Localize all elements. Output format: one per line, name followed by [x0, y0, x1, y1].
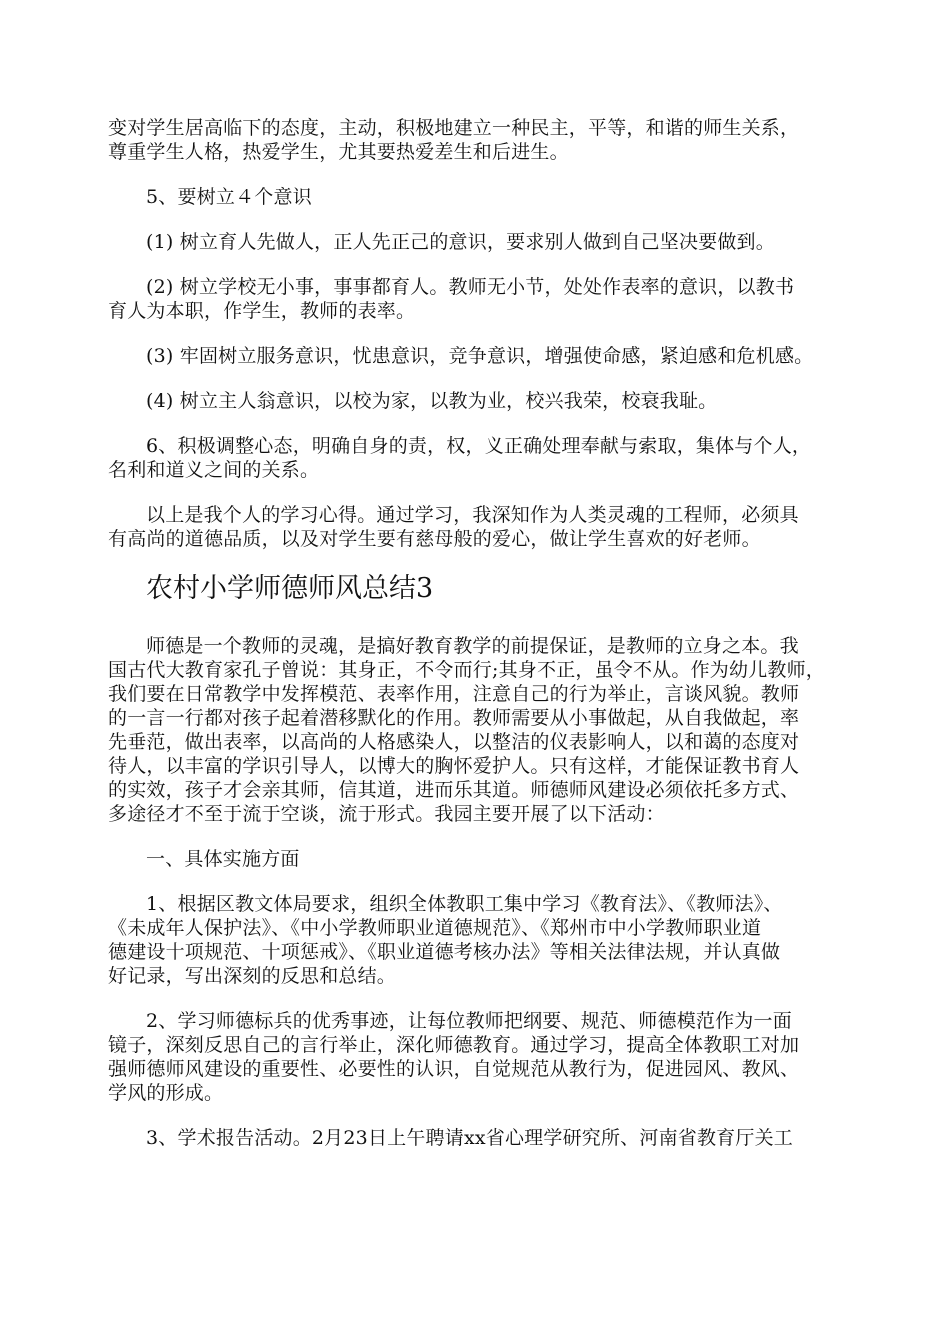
paragraph-line: 3、学术报告活动。2月23日上午聘请xx省心理学研究所、河南省教育厅关工 [146, 1127, 793, 1149]
paragraph-line: 《未成年人保护法》、《中小学教师职业道德规范》、《郑州市中小学教师职业道 [108, 917, 762, 939]
paragraph-line: 一、具体实施方面 [146, 848, 300, 870]
paragraph-line: 德建设十项规范、十项惩戒》、《职业道德考核办法》等相关法律法规，并认真做 [108, 941, 781, 963]
paragraph-line: 的实效，孩子才会亲其师，信其道，进而乐其道。师德师风建设必须依托多方式、 [108, 779, 800, 801]
paragraph-line: 镜子，深刻反思自己的言行举止，深化师德教育。通过学习，提高全体教职工对加 [108, 1034, 800, 1056]
document-page [108, 116, 843, 1171]
paragraph-line: 尊重学生人格，热爱学生，尤其要热爱差生和后进生。 [108, 141, 569, 163]
paragraph [108, 434, 843, 482]
paragraph-line: 以上是我个人的学习心得。通过学习，我深知作为人类灵魂的工程师，必须具 [146, 504, 799, 526]
paragraph [108, 275, 843, 323]
paragraph-line: 的一言一行都对孩子起着潜移默化的作用。教师需要从小事做起，从自我做起，率 [108, 707, 800, 729]
paragraph-line: 名利和道义之间的关系。 [108, 459, 320, 481]
paragraph [108, 116, 843, 164]
paragraph [108, 892, 843, 988]
paragraph-line: 待人，以丰富的学识引导人，以博大的胸怀爱护人。只有这样，才能保证教书育人 [108, 755, 800, 777]
paragraph-line: 国古代大教育家孔子曾说：其身正，不令而行;其身不正，虽令不从。作为幼儿教师， [108, 659, 826, 681]
paragraph [108, 185, 843, 209]
paragraph-line: 好记录，写出深刻的反思和总结。 [108, 965, 397, 987]
paragraph [108, 1009, 843, 1105]
paragraph-line: 先垂范，做出表率，以高尚的人格感染人，以整洁的仪表影响人，以和蔼的态度对 [108, 731, 800, 753]
paragraph [108, 503, 843, 551]
paragraph-line: (3) 牢固树立服务意识，忧患意识，竞争意识，增强使命感，紧迫感和危机感。 [146, 345, 814, 367]
paragraph-line: (2) 树立学校无小事，事事都育人。教师无小节，处处作表率的意识，以教书 [146, 276, 795, 298]
paragraph-line: 有高尚的道德品质，以及对学生要有慈母般的爱心，做让学生喜欢的好老师。 [108, 528, 761, 550]
paragraph-line: 强师德师风建设的重要性、必要性的认识，自觉规范从教行为，促进园风、教风、 [108, 1058, 800, 1080]
paragraph-line: 师德是一个教师的灵魂，是搞好教育教学的前提保证，是教师的立身之本。我 [146, 635, 799, 657]
paragraph-line: (1) 树立育人先做人，正人先正己的意识，要求别人做到自己坚决要做到。 [146, 231, 775, 253]
paragraph-line: 1、根据区教文体局要求，组织全体教职工集中学习《教育法》、《教师法》、 [146, 893, 783, 915]
paragraph-line: 学风的形成。 [108, 1082, 224, 1104]
paragraph [108, 847, 843, 871]
paragraph [108, 634, 843, 826]
paragraph-line: 多途径才不至于流于空谈，流于形式。我园主要开展了以下活动： [108, 803, 665, 825]
paragraph-line: 2、学习师德标兵的优秀事迹，让每位教师把纲要、规范、师德模范作为一面 [146, 1010, 792, 1032]
paragraph-line: 我们要在日常教学中发挥模范、表率作用，注意自己的行为举止，言谈风貌。教师 [108, 683, 800, 705]
paragraph [108, 1126, 843, 1150]
paragraph-line: 6、积极调整心态，明确自身的责，权，义正确处理奉献与索取，集体与个人， [146, 435, 812, 457]
paragraph [108, 344, 843, 368]
paragraph [108, 389, 843, 413]
paragraph-line: 5、要树立４个意识 [146, 186, 312, 208]
paragraph-line: (4) 树立主人翁意识，以校为家，以教为业，校兴我荣，校衰我耻。 [146, 390, 718, 412]
paragraph-line: 育人为本职，作学生，教师的表率。 [108, 300, 416, 322]
section-heading: 农村小学师德师风总结3 [146, 573, 434, 604]
paragraph [108, 230, 843, 254]
section-after-heading [108, 634, 843, 1150]
paragraph-line: 变对学生居高临下的态度，主动，积极地建立一种民主，平等，和谐的师生关系， [108, 117, 800, 139]
section-before-heading [108, 116, 843, 551]
